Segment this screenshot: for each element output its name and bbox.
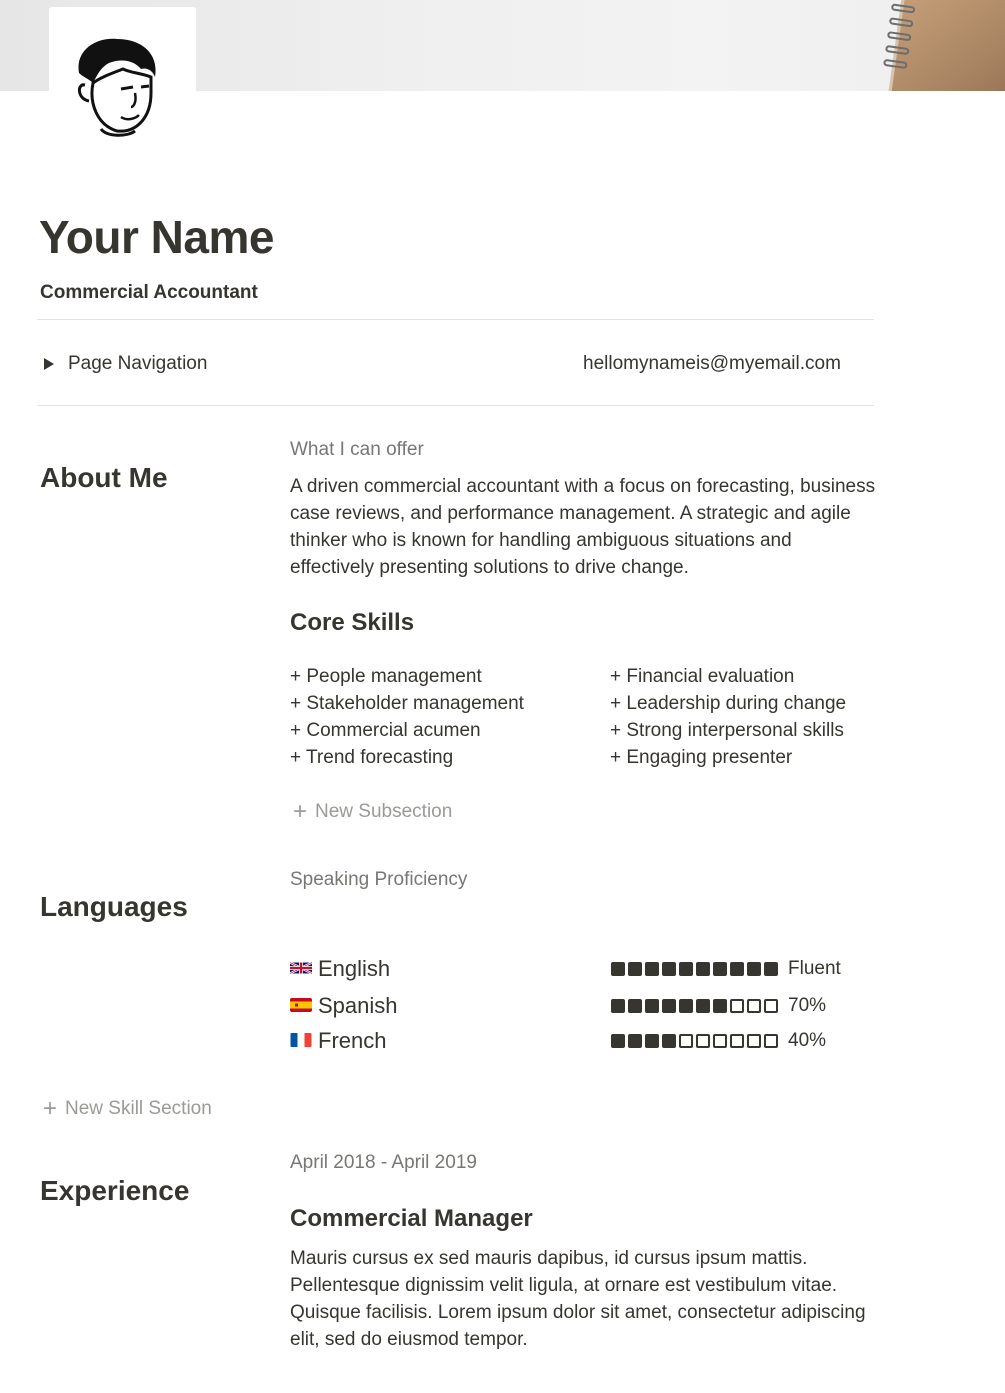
filled-square-icon <box>628 999 642 1013</box>
proficiency-level: 70% <box>788 995 827 1016</box>
filled-square-icon <box>611 1034 625 1048</box>
empty-square-icon <box>679 1034 693 1048</box>
filled-square-icon <box>696 999 710 1013</box>
empty-square-icon <box>730 999 744 1013</box>
page-navigation-toggle[interactable] <box>44 350 207 378</box>
filled-square-icon <box>662 999 676 1013</box>
filled-square-icon <box>611 999 625 1013</box>
list-item: + Leadership during change <box>610 693 847 714</box>
list-item: + Commercial acumen <box>290 720 481 741</box>
spain-flag-icon <box>290 998 312 1012</box>
filled-square-icon <box>764 962 778 976</box>
languages-heading: Languages <box>40 891 188 922</box>
france-flag-icon <box>290 1033 312 1047</box>
language-name: English <box>318 956 391 981</box>
language-row-spanish <box>290 991 850 1021</box>
face-illustration-icon <box>71 33 163 137</box>
filled-square-icon <box>679 962 693 976</box>
job-role: Commercial Accountant <box>40 282 258 303</box>
filled-square-icon <box>679 999 693 1013</box>
filled-square-icon <box>696 962 710 976</box>
plus-icon: + <box>293 798 308 825</box>
email-address: hellomynameis@myemail.com <box>583 353 841 374</box>
filled-square-icon <box>645 1034 659 1048</box>
divider <box>37 405 874 406</box>
language-row-english <box>290 954 850 984</box>
core-skills-heading: Core Skills <box>290 609 415 636</box>
list-item: + Stakeholder management <box>290 693 524 714</box>
empty-square-icon <box>713 1034 727 1048</box>
language-name: Spanish <box>318 993 398 1018</box>
proficiency-meter <box>611 1034 778 1048</box>
new-skill-section-button[interactable] <box>43 1096 212 1122</box>
list-item: + Strong interpersonal skills <box>610 720 844 741</box>
triangle-right-icon <box>44 358 54 370</box>
proficiency-level: Fluent <box>788 958 841 979</box>
offer-label: What I can offer <box>290 439 424 460</box>
summary-text: A driven commercial accountant with a focus on forecasting, business case reviews, and performance management. A strategic and agile thinker who is known for handling ambiguous situations and effectively presenting solutions to drive change. <box>290 476 876 578</box>
list-item: + People management <box>290 666 482 687</box>
skills-list-right <box>610 663 846 771</box>
list-item: + Engaging presenter <box>610 747 793 768</box>
filled-square-icon <box>730 962 744 976</box>
divider <box>37 319 874 320</box>
proficiency-meter <box>611 999 778 1013</box>
speaking-proficiency-label: Speaking Proficiency <box>290 869 468 890</box>
filled-square-icon <box>628 962 642 976</box>
plus-icon: + <box>43 1095 58 1122</box>
list-item: + Financial evaluation <box>610 666 795 687</box>
about-me-heading: About Me <box>40 462 168 493</box>
filled-square-icon <box>628 1034 642 1048</box>
avatar[interactable] <box>49 7 196 154</box>
empty-square-icon <box>764 1034 778 1048</box>
notebook-decoration <box>887 0 1005 91</box>
filled-square-icon <box>747 962 761 976</box>
job-description <box>290 1245 880 1353</box>
new-subsection-button[interactable] <box>293 799 452 825</box>
empty-square-icon <box>747 1034 761 1048</box>
filled-square-icon <box>645 999 659 1013</box>
job-title: Commercial Manager <box>290 1205 533 1232</box>
proficiency-meter <box>611 962 778 976</box>
filled-square-icon <box>713 999 727 1013</box>
experience-heading: Experience <box>40 1175 190 1206</box>
empty-square-icon <box>747 999 761 1013</box>
page-navigation-label: Page Navigation <box>68 353 208 374</box>
page-title: Your Name <box>39 211 274 263</box>
new-subsection-label: New Subsection <box>315 801 453 822</box>
filled-square-icon <box>645 962 659 976</box>
uk-flag-icon <box>290 961 312 975</box>
experience-dates: April 2018 - April 2019 <box>290 1152 477 1173</box>
proficiency-level: 40% <box>788 1030 827 1051</box>
skills-list-left <box>290 663 524 771</box>
filled-square-icon <box>611 962 625 976</box>
job-description-text: Mauris cursus ex sed mauris dapibus, id cursus ipsum mattis. Pellentesque dignissim velit ligula, at ornare est vestibulum vitae. Quisque facilisis. Lorem ipsum dolor sit amet, consectetur adipiscing elit, sed do eiusmod tempor. <box>290 1248 866 1350</box>
new-skill-section-label: New Skill Section <box>65 1098 212 1119</box>
empty-square-icon <box>764 999 778 1013</box>
filled-square-icon <box>713 962 727 976</box>
empty-square-icon <box>730 1034 744 1048</box>
language-name: French <box>318 1028 387 1053</box>
language-row-french <box>290 1026 850 1056</box>
empty-square-icon <box>696 1034 710 1048</box>
filled-square-icon <box>662 962 676 976</box>
list-item: + Trend forecasting <box>290 747 454 768</box>
filled-square-icon <box>662 1034 676 1048</box>
